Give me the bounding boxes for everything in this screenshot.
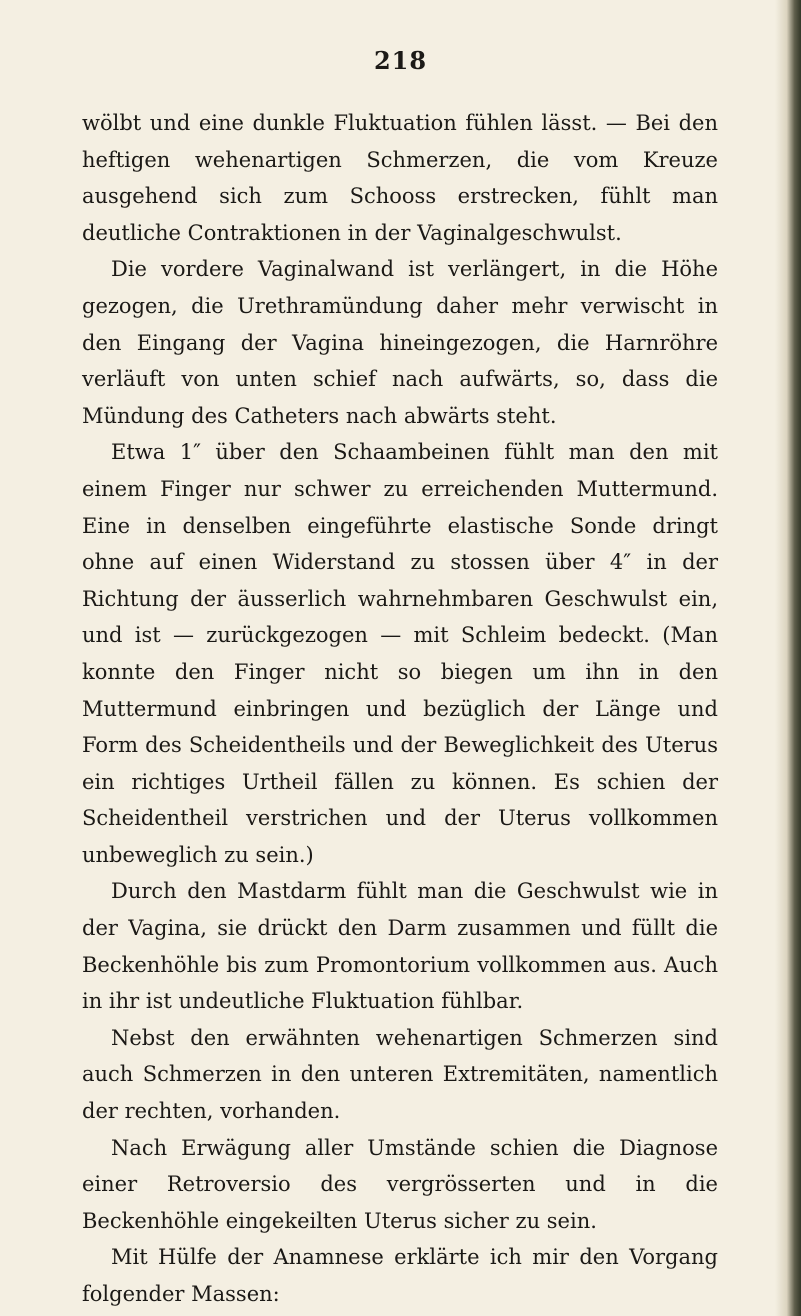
paragraph-vaginal-wall: Die vordere Vaginalwand ist verlängert, in die Höhe gezogen, die Urethramündung daher mehr verwischt in den Eingang der Vagina hineingezogen, die Harnröhre verläuft von unten schief nach aufwärts, so, dass die Mündung des Catheters nach abwärts steht.: [82, 257, 718, 428]
page-edge-shadow: [775, 0, 801, 1316]
page-number: 218: [373, 46, 428, 75]
paragraph-muttermund: Etwa 1″ über den Schaambeinen fühlt man den mit einem Finger nur schwer zu erreichenden Muttermund. Eine in denselben eingeführte elastische Sonde dringt ohne auf einen Widerstand zu stossen über 4″ in der Richtung der äusserlich wahrnehmbaren Geschwulst ein, und ist — zurückgezogen — mit Schleim bedeckt. (Man konnte den Finger nicht so biegen um ihn in den Muttermund einbringen und bezüglich der Länge und Form des Scheidentheils und der Beweglichkeit des Uterus ein richtiges Urtheil fällen zu können. Es schien der Scheidentheil verstrichen und der Uterus vollkommen unbeweglich zu sein.): [82, 440, 718, 867]
body-text: [82, 105, 718, 1313]
paragraph-diagnose: Nach Erwägung aller Umstände schien die Diagnose einer Retroversio des vergrösserten und in die Beckenhöhle eingekeilten Uterus sicher zu sein.: [82, 1135, 718, 1233]
paragraph-schmerzen: Nebst den erwähnten wehenartigen Schmerzen sind auch Schmerzen in den unteren Extremitäten, namentlich der rechten, vorhanden.: [82, 1025, 718, 1124]
paragraph-anamnese: Mit Hülfe der Anamnese erklärte ich mir den Vorgang folgender Massen:: [82, 1245, 718, 1306]
paragraph-mastdarm: Durch den Mastdarm fühlt man die Geschwulst wie in der Vagina, sie drückt den Darm zusammen und füllt die Beckenhöhle bis zum Promontorium vollkommen aus. Auch in ihr ist undeutliche Fluktuation fühlbar.: [82, 879, 718, 1014]
paragraph-continuation: wölbt und eine dunkle Fluktuation fühlen lässt. — Bei den heftigen wehenartigen Schmerzen, die vom Kreuze ausgehend sich zum Schooss erstrecken, fühlt man deutliche Contraktionen in der Vaginalgeschwulst.: [82, 111, 718, 245]
